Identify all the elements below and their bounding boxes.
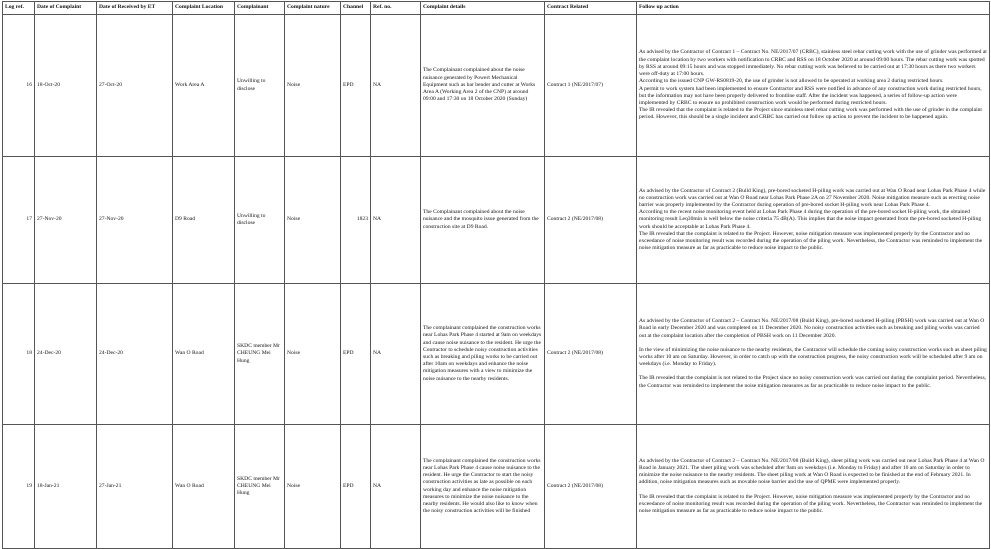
header-channel: Channel <box>341 2 371 15</box>
cell-date-received: 27-Nov-20 <box>97 157 173 284</box>
cell-channel: 1823 <box>341 157 371 284</box>
cell-date-received: 27-Oct-20 <box>97 15 173 157</box>
cell-channel: EPD <box>341 15 371 157</box>
cell-complainant: Unwilling to disclose <box>235 15 285 157</box>
cell-follow-up <box>637 425 990 549</box>
cell-complainant: SKDC member Mr CHEUNG Mei Hung <box>235 425 285 549</box>
table-row <box>3 284 990 425</box>
follow-up-paragraph: As advised by the Contractor of Contract 1 – Contract No. NE/2017/07 (CRBC), stainless steel rebar cutting work with the use of grinder was performed at the complaint location by two workers with notification to CRBC and RSS on 18 October 2020 at around 09:00 hours. The rebar cutting work was spotted by RSS at around 09:15 hours and was stopped immediately. No rebar cutting work was believed to be carried out at 17:30 hours as there two workers were off-duty at 17:00 hours. <box>639 49 987 78</box>
header-date-of-complaint: Date of Complaint <box>35 2 97 15</box>
cell-complainant: SKDC member Mr CHEUNG Mei Hung <box>235 284 285 425</box>
follow-up-paragraph: The IR revealed that the complaint is related to the Project. However, noise mitigation measure was implemented properly by the Contractor and no exceedance of noise monitoring result was recorded during the operation of the piling work. Nevertheless, the Contractor was reminded to implement the noise mitigation measure as far as practicable to reduce noise impact to the public. <box>639 493 983 514</box>
cell-details: The complainant complained the construction works near Lohas Park Phase 4 cause noise nuisance to the resident. He urge the Contractor to start the noisy construction activities as late as possible on each working day and enhance the noise mitigation measures to minimize the noise nuisance to the nearby residents. He would also like to know when the noisy construction activities will be finished <box>421 425 545 549</box>
cell-channel: EPD <box>341 284 371 425</box>
cell-channel: EPD <box>341 425 371 549</box>
header-details: Complaint details <box>421 2 545 15</box>
cell-ref-no: NA <box>371 15 421 157</box>
header-row <box>3 2 990 15</box>
follow-up-paragraph: The IR revealed that the complaint is related to the Project. However, noise mitigation measure was implemented properly by the Contractor and no exceedance of noise monitoring result was recorded during the operation of the piling work. Nevertheless, the Contractor was reminded to implement the noise mitigation measure as far as practicable to reduce noise impact to the public. <box>639 230 983 252</box>
header-log-ref: Log ref. <box>3 2 35 15</box>
cell-date-of-complaint: 18-Jan-21 <box>35 425 97 549</box>
cell-details: The Complainant complained about the noise nuisance generated by Powert Mechanical Equipment such as bar bender and cutter at Works Area A (Working Area 2 of the CNP) at around 09:00 and 17:30 on 18 October 2020 (Sunday) <box>421 15 545 157</box>
cell-contract: Contract 2 (NE/2017/08) <box>545 425 637 549</box>
cell-location: Wan O Road <box>173 425 235 549</box>
follow-up-paragraph: The IR revealed that the complaint is not related to the Project since no noisy construction work was carried out during the complaint period. Nevertheless, the Contractor was reminded to implement the noise mitigation measures as far as practicable to reduce noise impact to the public. <box>639 375 987 389</box>
complaint-log-table <box>2 1 990 549</box>
cell-contract: Contract 2 (NE/2017/08) <box>545 284 637 425</box>
header-follow-up: Follow up action <box>637 2 990 15</box>
cell-contract: Contract 1 (NE/2017/07) <box>545 15 637 157</box>
cell-details: The Complainant complained about the noise nuisance and the mosquito issue generated from the construction site at D9 Road. <box>421 157 545 284</box>
cell-log-ref: 16 <box>3 15 35 157</box>
header-nature: Complaint nature <box>285 2 341 15</box>
cell-nature: Noise <box>285 284 341 425</box>
follow-up-paragraph: According to the recent noise monitoring event held at Lohas Park Phase 4 during the operation of the pre-bored socket H-piling work, the obtained monitoring result Leq30min is well below the noise criteria 75 dB(A). This implies that the noise impact generated from the pre-bored socketed H-piling work should be acceptable at Lohas Park Phase 4. <box>639 209 982 230</box>
header-contract: Contract Related <box>545 2 637 15</box>
follow-up-paragraph: In the view of minimizing the noise nuisance to the nearby residents, the Contractor will schedule the coming noisy construction works such as sheet piling works after 10 am on Saturday. However, in order to catch up with the construction progress, the noisy construction work will be scheduled after 9 am on weekdays (i.e. Monday to Friday). <box>639 346 987 368</box>
cell-nature: Noise <box>285 157 341 284</box>
header-ref-no: Ref. no. <box>371 2 421 15</box>
header-complainant: Complainant <box>235 2 285 15</box>
header-location: Complaint Location <box>173 2 235 15</box>
cell-nature: Noise <box>285 425 341 549</box>
follow-up-paragraph: As advised by the Contractor of Contract 2 – Contract No. NE/2017/08 (Build King), pre-bored socketed H-piling (PBSH) work was carried out at Wan O Road in early December 2020 and was completed on 11 December 2020. No noisy construction activities such as breaking and piling works was carried out at the complaint location after the completion of PBSH work on 11 December 2020. <box>639 318 985 339</box>
cell-date-received: 27-Jan-21 <box>97 425 173 549</box>
cell-log-ref: 19 <box>3 425 35 549</box>
cell-ref-no: NA <box>371 425 421 549</box>
table-row <box>3 157 990 284</box>
cell-date-of-complaint: 18-Oct-20 <box>35 15 97 157</box>
cell-follow-up <box>637 157 990 284</box>
cell-follow-up <box>637 284 990 425</box>
cell-nature: Noise <box>285 15 341 157</box>
cell-log-ref: 18 <box>3 284 35 425</box>
cell-contract: Contract 2 (NE/2017/08) <box>545 157 637 284</box>
cell-location: D9 Road <box>173 157 235 284</box>
table-row <box>3 15 990 157</box>
follow-up-paragraph: A permit to work system had been implemented to ensure Contractor and RSS were notified in advance of any construction work during restricted hours, but the information may not have been properly delivered to frontline staff. After the incident was happened, a series of follow-up action were implemented by CRBC to ensure no prohibited construction work would be performed during restricted hours. <box>639 85 982 106</box>
follow-up-paragraph: According to the issued CNP GW-RS0819-20, the use of grinder is not allowed to be operated at working area 2 during restricted hours. <box>639 78 944 85</box>
cell-log-ref: 17 <box>3 157 35 284</box>
follow-up-paragraph: As advised by the Contractor of Contract 2 (Build King), pre-bored socketed H-piling work was carried out at Wan O Road near Lohas Park Phase 4 while no construction work was carried out at Wan O Road near Lohas Park Phase 2A on 27 November 2020. Noise mitigation measure such as erecting noise barrier was properly implemented by the Contractor during operation of pre-bored socket H-piling work near Lohas Park Phase 4. <box>639 187 986 208</box>
cell-date-of-complaint: 27-Nov-20 <box>35 157 97 284</box>
follow-up-paragraph: The IR revealed that the complaint is related to the Project since stainless steel rebar cutting work was performed with the use of grinder in the complaint period. However, this should be a single incident and CRBC has carried out follow up action to prevent the incident to be happened again. <box>639 107 982 121</box>
table-row <box>3 425 990 549</box>
cell-ref-no: NA <box>371 157 421 284</box>
cell-details: The complainant complained the construction works near Lohas Park Phase 4 started at 9am on weekdays and cause noise nuisance to the resident. He urge the Contractor to schedule noisy construction activities such as breaking and piling works to be carried out after 10am on weekdays and enhance the noise mitigation measures with a view to minimize the noise nuisance to the nearby residents. <box>421 284 545 425</box>
cell-location: Work Area A <box>173 15 235 157</box>
cell-complainant: Unwilling to disclose <box>235 157 285 284</box>
cell-ref-no: NA <box>371 284 421 425</box>
cell-follow-up <box>637 15 990 157</box>
header-date-received: Date of Received by ET <box>97 2 173 15</box>
cell-date-of-complaint: 24-Dec-20 <box>35 284 97 425</box>
follow-up-paragraph: As advised by the Contractor of Contract 2 – Contract No. NE/2017/08 (Build King), sheet piling work was carried out near Lohas Park Phase 4 at Wan O Road in January 2021. The sheet piling work was scheduled after 9am on weekdays (i.e. Monday to Friday) and after 10 am on Saturday in order to minimize the noise nuisance to the nearby residents. The sheet piling work at Wan O Road is expected to be finished at the end of February 2021. In addition, noise mitigation measures such as movable noise barrier and the use of QPME were implemented properly. <box>639 457 985 486</box>
cell-location: Wan O Road <box>173 284 235 425</box>
cell-date-received: 24-Dec-20 <box>97 284 173 425</box>
